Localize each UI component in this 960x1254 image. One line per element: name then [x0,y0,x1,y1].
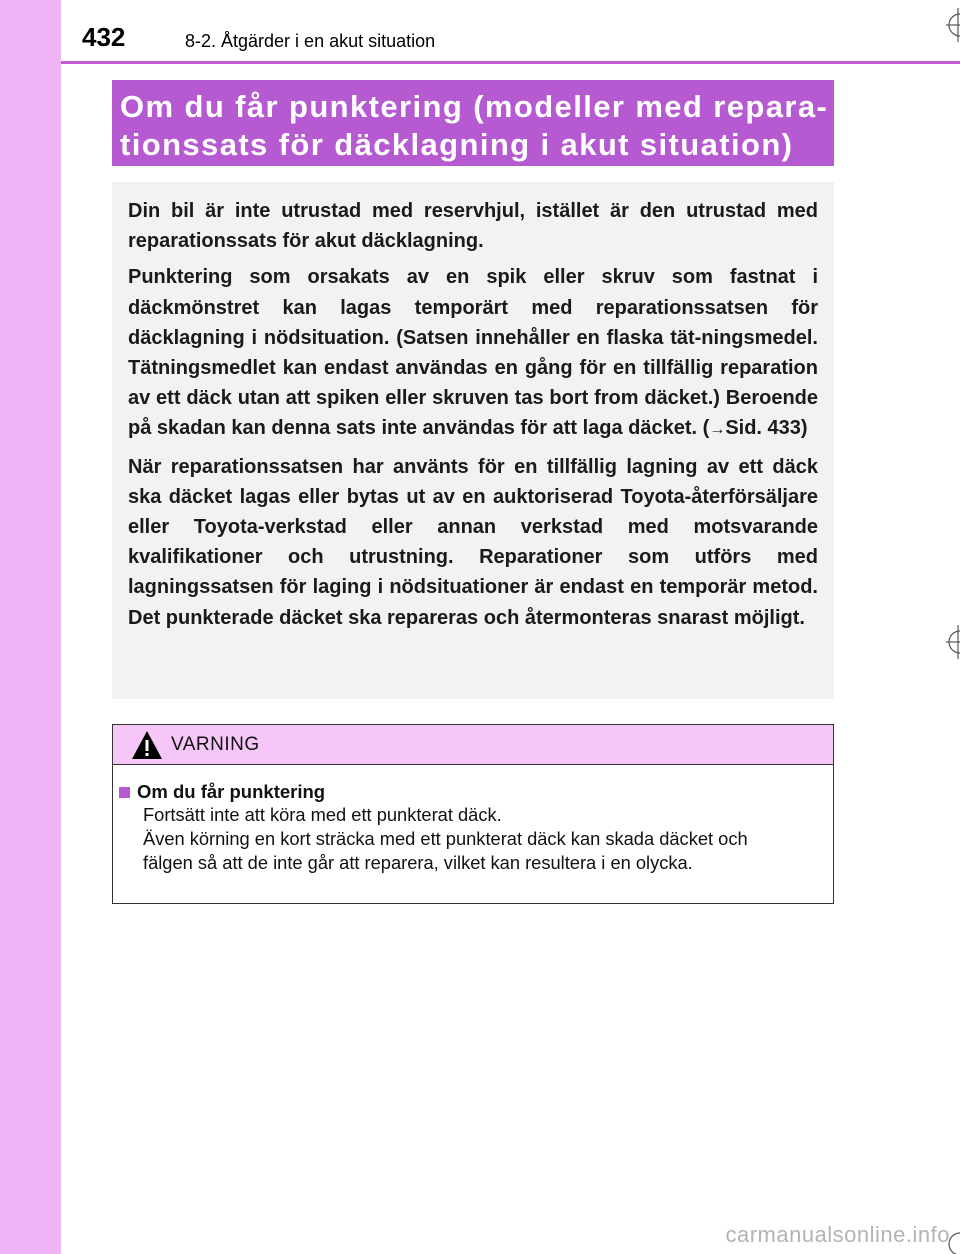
arrow-icon: → [709,421,726,439]
section-header: 8-2. Åtgärder i en akut situation [185,31,436,51]
title-line-2: tionssats för däcklagning i akut situation) [120,127,794,162]
warning-heading: Om du får punktering [137,781,326,802]
page-number: 432 [82,22,126,52]
registration-mark-icon [938,625,960,659]
intro-paragraph-3: När reparationssatsen har använts för en tillfällig lagning av ett däck ska däcket lagas eller bytas ut av en auktoriserad Toyota-återförsäljare eller Toyota-verkstad eller annan verkstad med motsvarande kvalifikationer och utrustning. Reparationer som utförs med lagningssatsen för laging i nödsituationer är endast en temporär metod. Det punkterade däcket ska repareras och återmonteras snarast möjligt. [128,455,818,629]
intro-paragraph-1: Din bil är inte utrustad med reservhjul, istället är den utrustad med reparationssats för akut däcklagning. [128,200,818,253]
title-line-1: Om du får punktering (modeller med repara- [120,89,829,124]
warning-heading-row [119,781,823,803]
watermark: carmanualsonline.info [725,1222,950,1247]
intro-paragraph-2 [128,262,818,445]
side-strip [0,0,61,1254]
warning-body [113,765,833,875]
warning-text-line-2: Även körning en kort sträcka med ett punkterat däck kan skada däcket och [143,828,748,849]
intro-paragraph-2-text: Punktering som orsakats av en spik eller skruv som fastnat i däckmönstret kan lagas temporärt med reparationssatsen för däcklagning i nödsituation. (Satsen innehåller en flaska tät-ningsmedel. Tätningsmedlet kan endast användas en gång för en tillfällig reparation av ett däck utan att spiken eller skruven tas bort from däcket.) Beroende på skadan kan denna sats inte användas för att laga däcket. ( [128,266,818,440]
page-reference-link[interactable]: Sid. 433) [725,417,808,440]
intro-box [112,182,834,699]
square-bullet-icon [119,787,130,798]
warning-label: VARNING [171,734,260,755]
warning-triangle-icon [131,730,163,760]
warning-text [143,803,823,875]
section-title [112,80,834,166]
header-rule [61,61,960,64]
registration-mark-icon [938,8,960,42]
warning-text-line-3: fälgen så att de inte går att reparera, vilket kan resultera i en olycka. [143,852,693,873]
warning-box [112,724,834,904]
warning-header [113,725,833,765]
warning-text-line-1: Fortsätt inte att köra med ett punkterat däck. [143,804,502,825]
